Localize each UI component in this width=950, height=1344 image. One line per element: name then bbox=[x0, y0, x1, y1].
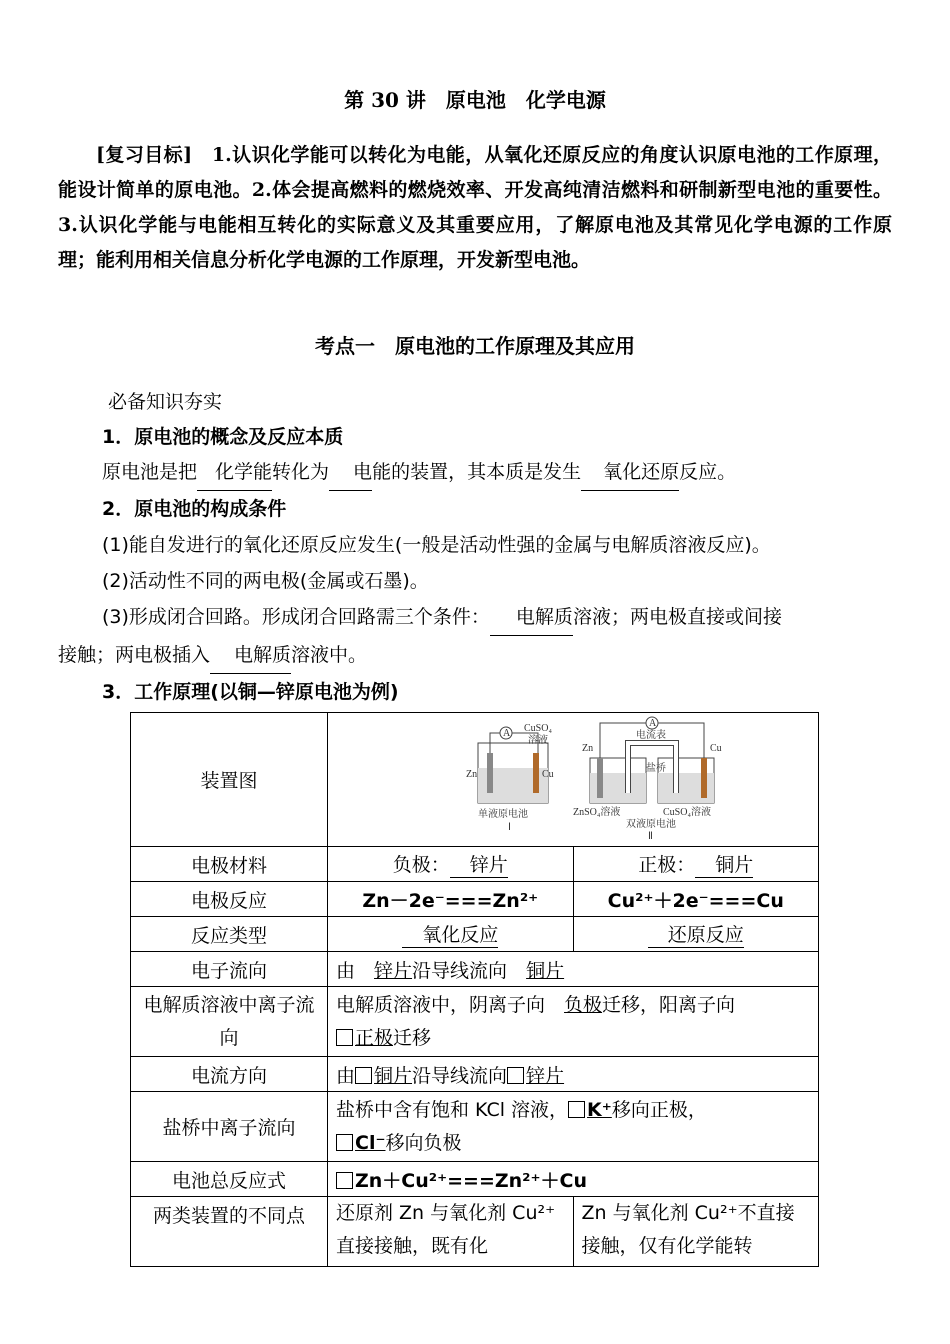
meter-label: 电流表 bbox=[636, 730, 666, 741]
answer-box bbox=[568, 1101, 585, 1118]
page-title: 第 30 讲 原电池 化学电源 bbox=[344, 88, 606, 112]
answer-box bbox=[355, 1067, 372, 1084]
answer-blank: 电 bbox=[329, 455, 372, 491]
answer-blank: 氧化还原 bbox=[581, 455, 679, 491]
answer-box bbox=[336, 1134, 353, 1151]
difference-right: Zn 与氧化剂 Cu²⁺不直接接触，仅有化学能转 bbox=[573, 1197, 819, 1267]
difference-left: 还原剂 Zn 与氧化剂 Cu²⁺直接接触，既有化 bbox=[328, 1197, 574, 1267]
item1-s1: 原电池是把 bbox=[102, 461, 198, 483]
row-label: 反应类型 bbox=[131, 917, 328, 952]
table-row bbox=[131, 1092, 819, 1162]
item1-text bbox=[102, 455, 942, 491]
single-cell-diagram bbox=[466, 723, 554, 833]
row-label: 电极材料 bbox=[131, 847, 328, 882]
review-goal bbox=[58, 138, 892, 278]
answer-blank: 化学能 bbox=[197, 455, 272, 491]
table-row bbox=[131, 882, 819, 917]
ammeter-label: A bbox=[503, 728, 511, 739]
section-title: 考点一 原电池的工作原理及其应用 bbox=[315, 334, 635, 358]
item1-s3: 能的装置，其本质是发生 bbox=[372, 461, 582, 483]
answer-blank: 电解质 bbox=[490, 600, 573, 636]
working-principle-table bbox=[130, 712, 819, 1267]
answer-box bbox=[336, 1029, 353, 1046]
row-label: 电子流向 bbox=[131, 952, 328, 987]
item2-c1: (1)能自发进行的氧化还原反应发生(一般是活动性强的金属与电解质溶液反应)。 bbox=[102, 534, 771, 556]
solution-label: ZnSO₄溶液 bbox=[573, 807, 621, 818]
answer-box bbox=[336, 1172, 353, 1189]
diagram-caption: 单液原电池 bbox=[478, 809, 528, 820]
solution-label: CuSO₄溶液 bbox=[663, 807, 711, 818]
cell-diagrams bbox=[328, 713, 818, 841]
item1-heading: 1．原电池的概念及反应本质 bbox=[102, 426, 344, 448]
table-row bbox=[131, 987, 819, 1057]
diagram-number: Ⅱ bbox=[648, 831, 653, 841]
table-row bbox=[131, 1197, 819, 1267]
ion-flow: 电解质溶液中，阴离子向 负极迁移，阳离子向 正极迁移 bbox=[328, 987, 819, 1057]
review-goal-label: [复习目标] bbox=[96, 144, 193, 166]
negative-electrode: 负极： 锌片 bbox=[328, 847, 574, 882]
diagram-caption: 双液原电池 bbox=[626, 819, 676, 830]
cu-label: Cu bbox=[710, 743, 722, 754]
cu-label: Cu bbox=[542, 769, 554, 780]
overall-reaction: Zn＋Cu²⁺===Zn²⁺＋Cu bbox=[328, 1162, 819, 1197]
positive-reaction: Cu²⁺＋2e⁻===Cu bbox=[573, 882, 819, 917]
double-cell-diagram bbox=[573, 717, 722, 841]
salt-bridge-ion-flow: 盐桥中含有饱和 KCl 溶液， K⁺移向正极， Cl⁻移向负极 bbox=[328, 1092, 819, 1162]
device-diagram-cell bbox=[328, 713, 819, 847]
item3-heading: 3．工作原理(以铜—锌原电池为例) bbox=[102, 681, 399, 703]
positive-electrode: 正极： 铜片 bbox=[573, 847, 819, 882]
row-label: 电解质溶液中离子流向 bbox=[131, 987, 328, 1057]
solution-label: CuSO₄ bbox=[524, 723, 552, 734]
zn-label: Zn bbox=[466, 769, 478, 780]
table-row bbox=[131, 952, 819, 987]
row-label: 盐桥中离子流向 bbox=[131, 1092, 328, 1162]
negative-reaction: Zn－2e⁻===Zn²⁺ bbox=[328, 882, 574, 917]
row-label: 电池总反应式 bbox=[131, 1162, 328, 1197]
row-label: 电流方向 bbox=[131, 1057, 328, 1092]
item1-s2: 转化为 bbox=[272, 461, 330, 483]
zn-label: Zn bbox=[582, 743, 594, 754]
table-row bbox=[131, 1057, 819, 1092]
answer-blank: 电解质 bbox=[210, 638, 291, 674]
row-label: 电极反应 bbox=[131, 882, 328, 917]
table-row bbox=[131, 1162, 819, 1197]
ammeter-label: A bbox=[649, 718, 657, 729]
item2-heading: 2．原电池的构成条件 bbox=[102, 498, 287, 520]
negative-reaction-type: 氧化反应 bbox=[328, 917, 574, 952]
row-label: 两类装置的不同点 bbox=[131, 1197, 328, 1267]
item2-c3-line1: (3)形成闭合回路。形成闭合回路需三个条件： 电解质溶液；两电极直接或间接 bbox=[102, 600, 942, 636]
item2-c2: (2)活动性不同的两电极(金属或石墨)。 bbox=[102, 570, 429, 592]
current-direction: 由 铜片沿导线流向 锌片 bbox=[328, 1057, 819, 1092]
answer-box bbox=[507, 1067, 524, 1084]
diagram-number: Ⅰ bbox=[508, 822, 511, 833]
review-goal-text: 1.认识化学能可以转化为电能，从氧化还原反应的角度认识原电池的工作原理，能设计简单的原电池。2.体会提高燃料的燃烧效率、开发高纯清洁燃料和研制新型电池的重要性。3.认识化学能与电能相互转化的实际意义及其重要应用，了解原电池及其常见化学电源的工作原理；能利用相关信息分析化学电源的工作原理，开发新型电池。 bbox=[58, 144, 892, 271]
salt-bridge-label: 盐桥 bbox=[646, 763, 666, 774]
table-row bbox=[131, 847, 819, 882]
row-label: 装置图 bbox=[131, 713, 328, 847]
electron-flow: 由 锌片沿导线流向 铜片 bbox=[328, 952, 819, 987]
solution-label: 溶液 bbox=[528, 735, 548, 746]
positive-reaction-type: 还原反应 bbox=[573, 917, 819, 952]
knowledge-label: 必备知识夯实 bbox=[108, 391, 223, 413]
table-row bbox=[131, 713, 819, 847]
item2-c3-line2: 接触；两电极插入 电解质溶液中。 bbox=[58, 638, 898, 674]
table-row bbox=[131, 917, 819, 952]
item1-s4: 反应。 bbox=[679, 461, 737, 483]
